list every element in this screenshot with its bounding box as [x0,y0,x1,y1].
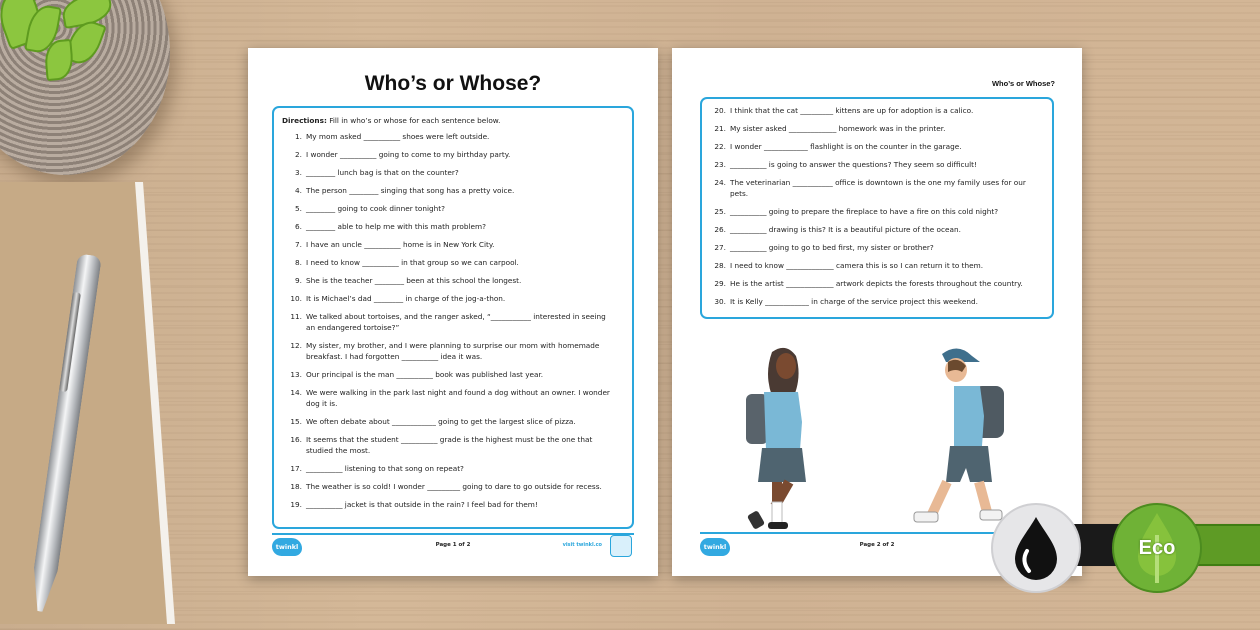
question-number: 7. [295,240,302,249]
question-number: 1. [295,132,302,141]
girl-walking-illustration [742,344,822,534]
question-item [282,481,617,492]
question-text: We talked about tortoises, and the ranger asked, “___________ interested in seeing an endangered tortoise?” [306,312,606,332]
question-item [282,293,617,304]
question-text: __________ listening to that song on repeat? [306,464,464,473]
question-number: 22. [714,142,726,151]
question-number: 25. [714,207,726,216]
question-item [282,387,617,409]
question-item [282,416,617,427]
question-item [282,275,617,286]
question-item [282,131,617,142]
question-number: 28. [714,261,726,270]
question-text: ________ lunch bag is that on the counter? [306,168,459,177]
question-item [282,257,617,268]
question-number: 26. [714,225,726,234]
question-number: 11. [290,312,302,321]
directions [282,116,500,125]
question-text: We often debate about ____________ going to get the largest slice of pizza. [306,417,576,426]
question-text: My mom asked __________ shoes were left outside. [306,132,490,141]
eco-label: Eco [1138,537,1176,559]
question-number: 14. [290,388,302,397]
question-item [706,206,1041,217]
question-text: __________ drawing is this? It is a beautiful picture of the ocean. [730,225,961,234]
question-text: __________ going to prepare the fireplace to have a fire on this cold night? [730,207,999,216]
page-number: Page 2 of 2 [859,542,895,548]
question-text: My sister asked _____________ homework was in the printer. [730,124,946,133]
question-number: 6. [295,222,302,231]
question-text: Our principal is the man __________ book was published last year. [306,370,544,379]
question-item [706,260,1041,271]
question-number: 2. [295,150,302,159]
question-text: He is the artist _____________ artwork depicts the forests throughout the country. [730,279,1023,288]
question-number: 12. [290,341,302,350]
question-text: The veterinarian ___________ office is downtown is the one my family uses for our pets. [730,178,1026,198]
question-item [706,141,1041,152]
question-number: 9. [295,276,302,285]
directions-label: Directions: [282,116,327,125]
question-text: I need to know _____________ camera this is so I can return it to them. [730,261,984,270]
question-number: 20. [714,106,726,115]
question-number: 10. [290,294,302,303]
question-number: 27. [714,243,726,252]
question-number: 24. [714,178,726,187]
question-item [282,463,617,474]
question-item [282,185,617,196]
question-text: __________ is going to answer the questions? They seem so difficult! [730,160,977,169]
question-text: I think that the cat _________ kittens are up for adoption is a calico. [730,106,974,115]
twinkl-logo: twinkl [700,538,730,556]
question-item [282,149,617,160]
question-number: 17. [290,464,302,473]
question-item [282,311,617,333]
question-number: 23. [714,160,726,169]
question-number: 8. [295,258,302,267]
question-item [706,159,1041,170]
question-number: 13. [290,370,302,379]
question-text: ________ able to help me with this math problem? [306,222,486,231]
question-text: We were walking in the park last night and found a dog without an owner. I wonder dog it is. [306,388,610,408]
worksheet-page-1 [248,48,658,576]
question-number: 4. [295,186,302,195]
eco-badge [1112,503,1202,593]
question-item [282,499,617,510]
question-text: ________ going to cook dinner tonight? [306,204,446,213]
question-number: 29. [714,279,726,288]
question-text: __________ jacket is that outside in the rain? I feel bad for them! [306,500,538,509]
question-text: __________ going to go to bed first, my sister or brother? [730,243,934,252]
question-number: 21. [714,124,726,133]
question-text: I wonder ____________ flashlight is on the counter in the garage. [730,142,962,151]
question-item [706,296,1041,307]
question-text: The person ________ singing that song has a pretty voice. [306,186,515,195]
worksheet-title: Who’s or Whose? [364,72,542,95]
question-text: I need to know __________ in that group so we can carpool. [306,258,519,267]
page-number: Page 1 of 2 [435,542,471,548]
visit-link: visit twinkl.co [562,542,602,548]
question-item [282,369,617,380]
quality-badge-icon [610,535,632,557]
question-item [282,203,617,214]
question-text: I wonder __________ going to come to my birthday party. [306,150,511,159]
question-item [282,167,617,178]
question-text: It is Michael’s dad ________ in charge of the jog-a-thon. [306,294,506,303]
question-text: The weather is so cold! I wonder _________ going to dare to go outside for recess. [306,482,602,491]
question-text: My sister, my brother, and I were planning to surprise our mom with homemade breakfast. I had forgotten __________ idea it was. [306,341,600,361]
question-number: 15. [290,417,302,426]
running-header: Who’s or Whose? [991,79,1055,88]
question-item [706,278,1041,289]
question-item [282,340,617,362]
question-number: 16. [290,435,302,444]
question-item [706,105,1041,116]
ink-drop-icon [993,505,1079,591]
question-number: 19. [290,500,302,509]
question-number: 5. [295,204,302,213]
questions-box-2 [700,97,1054,319]
question-text: It seems that the student __________ grade is the highest must be the one that studied the most. [306,435,593,455]
question-item [282,434,617,456]
twinkl-logo: twinkl [272,538,302,556]
ink-saver-badge [991,503,1081,593]
question-item [706,242,1041,253]
question-item [706,224,1041,235]
question-item [282,221,617,232]
question-text: She is the teacher ________ been at this school the longest. [306,276,522,285]
question-item [282,239,617,250]
directions-text: Fill in who’s or whose for each sentence below. [326,116,501,125]
worksheet-page-2 [672,48,1082,576]
question-item [706,123,1041,134]
question-text: It is Kelly ____________ in charge of the service project this weekend. [730,297,978,306]
question-number: 18. [290,482,302,491]
questions-box [272,106,634,529]
question-text: I have an uncle __________ home is in New York City. [306,240,495,249]
question-number: 3. [295,168,302,177]
question-item [706,177,1041,199]
footer-divider [272,533,634,535]
question-number: 30. [714,297,726,306]
